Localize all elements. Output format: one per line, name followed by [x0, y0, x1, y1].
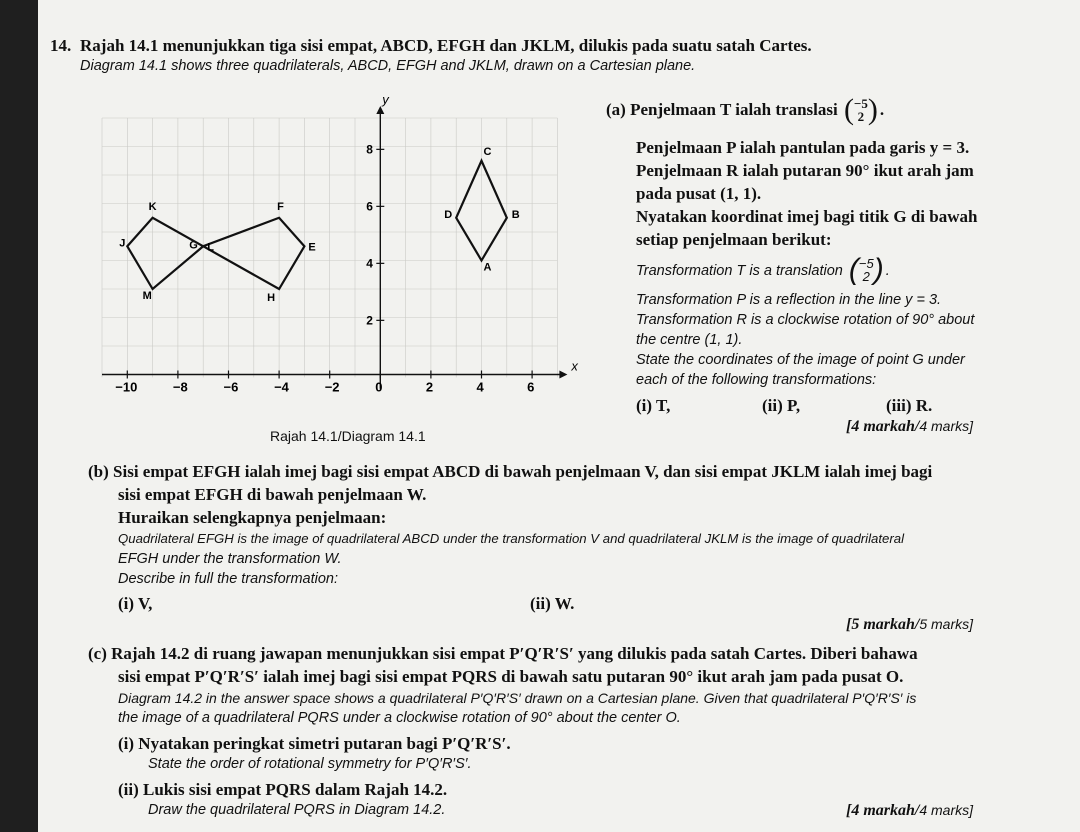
part-b-marks [846, 616, 973, 634]
part-a-en-line4: the centre (1, 1). [636, 332, 743, 348]
part-a-bm-line4: pada pusat (1, 1). [636, 184, 762, 203]
question-title-en: Diagram 14.1 shows three quadrilaterals, ABCD, EFGH and JKLM, drawn on a Cartesian plane. [80, 58, 696, 74]
question-number: 14. [50, 36, 72, 55]
part-a-bm-line1-text: (a) Penjelmaan T ialah translasi [606, 99, 838, 119]
part-a-en-line3: Transformation R is a clockwise rotation of 90° about [636, 312, 975, 328]
x-axis-label: x [571, 358, 578, 374]
x-tick-label: 0 [375, 379, 383, 395]
x-tick-label: 6 [527, 379, 535, 395]
part-a-en-line1-text: Transformation T is a translation [636, 262, 843, 279]
cartesian-graph [90, 92, 590, 420]
part-c-ii-en: Draw the quadrilateral PQRS in Diagram 14.2. [148, 802, 446, 818]
x-tick-label: −8 [172, 379, 188, 395]
part-a-bm-line6: setiap penjelmaan berikut: [636, 230, 832, 249]
part-c-bm-line2: sisi empat P′Q′R′S′ ialah imej bagi sisi empat PQRS di bawah satu putaran 90° ikut arah jam pada pusat O. [118, 667, 904, 686]
point-label-e: E [308, 241, 316, 254]
x-tick-label: 2 [425, 379, 434, 395]
part-a-en-line6: each of the following transformations: [636, 372, 877, 388]
part-a-option-i: (i) T, [636, 396, 671, 415]
x-tick-label: −6 [223, 379, 239, 395]
part-b-en-line1: Quadrilateral EFGH is the image of quadrilateral ABCD under the transformation V and quadrilateral JKLM is the image of quadrilateral [118, 531, 905, 546]
part-a-bm-line2: Penjelmaan P ialah pantulan pada garis y = 3. [636, 138, 970, 157]
part-c-i-bm: (i) Nyatakan peringkat simetri putaran bagi P′Q′R′S′. [118, 734, 511, 753]
point-label-a: A [483, 261, 492, 274]
y-tick-label: 2 [366, 313, 373, 328]
part-c-ii-bm: (ii) Lukis sisi empat PQRS dalam Rajah 14.2. [118, 780, 448, 799]
point-label-c: C [483, 145, 492, 158]
y-axis-arrow [376, 106, 384, 114]
part-b-en-line3: Describe in full the transformation: [118, 571, 339, 587]
part-c-marks-bm: [4 markah/ [846, 802, 920, 819]
y-tick-label: 4 [366, 256, 373, 271]
part-a-en-line5: State the coordinates of the image of point G under [636, 352, 965, 368]
y-tick-label: 6 [366, 199, 373, 214]
point-label-f: F [277, 200, 284, 213]
graph-caption: Rajah 14.1/Diagram 14.1 [270, 428, 426, 444]
part-c-i-en: State the order of rotational symmetry for P′Q′R′S′. [148, 756, 472, 772]
translation-vector: (−5 2 ) [843, 93, 878, 126]
vector-top: −5 [853, 96, 868, 111]
part-b-bm-line2: sisi empat EFGH di bawah penjelmaan W. [118, 485, 427, 504]
part-a-bm-line1: (a) Penjelmaan T ialah translasi (−5 2 ) . [606, 93, 885, 126]
part-b-bm-line1: (b) Sisi empat EFGH ialah imej bagi sisi empat ABCD di bawah penjelmaan V, dan sisi empat JKLM ialah imej bagi [88, 462, 933, 481]
part-a-marks [846, 418, 973, 436]
vector-en-bottom: 2 [862, 269, 870, 284]
part-a-en-line1: Transformation T is a translation (−5 2 ) . [636, 253, 890, 286]
point-label-g: G [189, 239, 198, 252]
part-a-option-iii: (iii) R. [886, 396, 933, 415]
x-tick-label: −10 [115, 379, 138, 395]
part-c-marks-en: 4 marks] [919, 802, 974, 818]
point-label-h: H [267, 292, 276, 304]
part-c-en-line2: the image of a quadrilateral PQRS under a clockwise rotation of 90° about the center O. [118, 710, 681, 726]
x-tick-label: −4 [274, 379, 289, 395]
part-a-option-ii: (ii) P, [762, 396, 801, 415]
part-c-bm-line1: (c) Rajah 14.2 di ruang jawapan menunjukkan sisi empat P′Q′R′S′ yang dilukis pada satah Cartes. Diberi bahawa [88, 644, 918, 663]
point-label-l: L [207, 241, 214, 254]
vector-bottom: 2 [857, 109, 865, 124]
part-b-marks-bm: [5 markah/ [846, 616, 920, 633]
part-a-bm-line3: Penjelmaan R ialah putaran 90° ikut arah jam [636, 161, 974, 180]
part-b-en-line2: EFGH under the transformation W. [118, 551, 342, 567]
part-a-bm-line5: Nyatakan koordinat imej bagi titik G di bawah [636, 207, 978, 226]
point-label-b: B [511, 208, 520, 221]
part-a-marks-bm: [4 markah/ [846, 418, 920, 435]
point-label-m: M [142, 290, 152, 302]
vector-en-top: −5 [858, 256, 874, 271]
point-label-j: J [119, 237, 126, 250]
shape-jklm [127, 218, 203, 289]
point-label-k: K [148, 200, 157, 213]
part-b-option-i: (i) V, [118, 594, 153, 613]
question-title-bm: Rajah 14.1 menunjukkan tiga sisi empat, ABCD, EFGH dan JKLM, dilukis pada suatu satah Cartes. [80, 36, 812, 55]
part-b-bm-line3: Huraikan selengkapnya penjelmaan: [118, 508, 387, 527]
part-a-en-line2: Transformation P is a reflection in the line y = 3. [636, 292, 942, 308]
x-tick-label: 4 [476, 379, 484, 395]
part-b-marks-en: 5 marks] [919, 616, 974, 632]
part-b-option-ii: (ii) W. [530, 594, 575, 613]
x-axis-arrow [559, 371, 567, 379]
part-c-marks [846, 802, 973, 820]
y-axis-label: y [382, 92, 389, 107]
part-a-marks-en: 4 marks] [919, 418, 974, 434]
part-c-en-line1: Diagram 14.2 in the answer space shows a quadrilateral P′Q′R′S′ drawn on a Cartesian plane. Given that quadrilateral P′Q′R′S′ is [118, 690, 917, 706]
translation-vector-en: (−5 2 ) [848, 253, 884, 286]
x-tick-label: −2 [324, 379, 340, 395]
point-label-d: D [444, 208, 453, 221]
y-tick-label: 8 [366, 142, 373, 157]
